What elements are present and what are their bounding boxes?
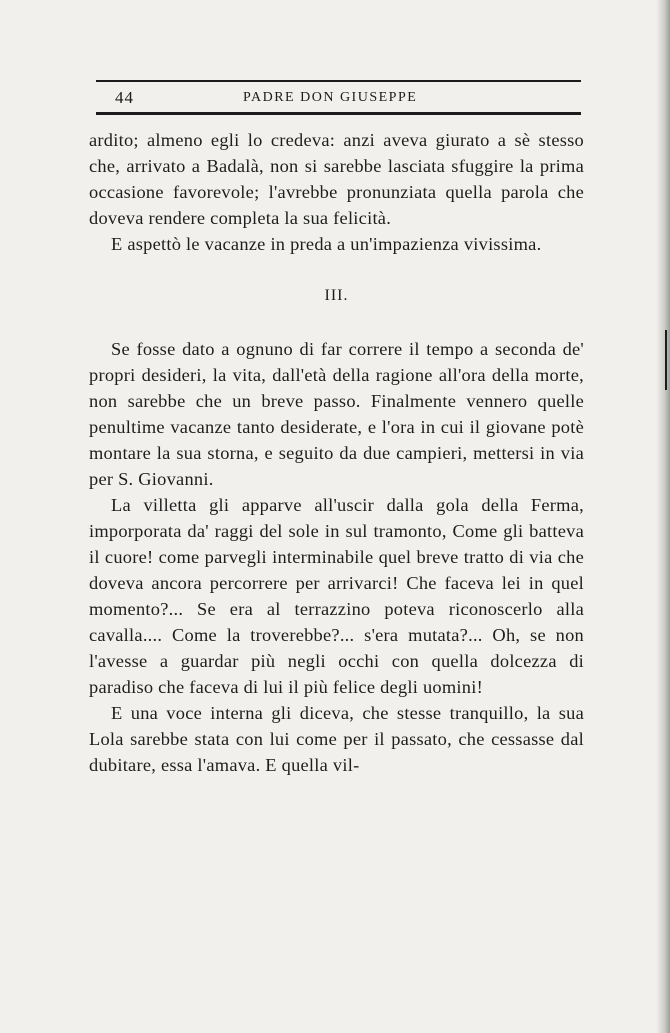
section-heading: III. — [324, 287, 349, 304]
paragraph: E una voce interna gli diceva, che stesse tranquillo, la sua Lola sarebbe stata con lui come per il passato, che cessasse dal dubitare, essa l'amava. E quella vil- — [89, 703, 584, 775]
page-edge-mark — [665, 330, 667, 390]
paragraph: ardito; almeno egli lo credeva: anzi aveva giurato a sè stesso che, arrivato a Badalà, non si sarebbe lasciata sfuggire la prima occasione favorevole; l'avrebbe pronunziata quella parola che doveva rendere completa la sua felicità. — [89, 130, 584, 228]
body-text — [89, 127, 584, 778]
header-rule-bottom — [96, 112, 581, 115]
paragraph: Se fosse dato a ognuno di far correre il tempo a seconda de' propri desideri, la vita, dall'età della ragione all'ora della morte, non sarebbe che un breve passo. Finalmente vennero quelle penultime vacanze tanto desiderate, e l'ora in cui il giovane potè montare la sua storna, e seguito da due campieri, mettersi in via per S. Giovanni. — [89, 339, 584, 489]
page-number: 44 — [115, 88, 134, 107]
paragraph: E aspettò le vacanze in preda a un'impazienza vivissima. — [111, 234, 542, 254]
paragraph: La villetta gli apparve all'uscir dalla gola della Ferma, imporporata da' raggi del sole in sul tramonto, Come gli batteva il cuore! come parvegli interminabile quel breve tratto di via che doveva ancora percorrere per arrivarci! Che faceva lei in quel momento?... Se era al terrazzino poteva riconoscerlo alla cavalla.... Come la troverebbe?... s'era mutata?... Oh, se non l'avesse a guardar più negli occhi con quella dolcezza di paradiso che faceva di lui il più felice degli uomini! — [89, 495, 584, 697]
header-rule-top — [96, 80, 581, 82]
running-title: PADRE DON GIUSEPPE — [243, 90, 418, 105]
page-edge-shadow — [656, 0, 670, 1033]
